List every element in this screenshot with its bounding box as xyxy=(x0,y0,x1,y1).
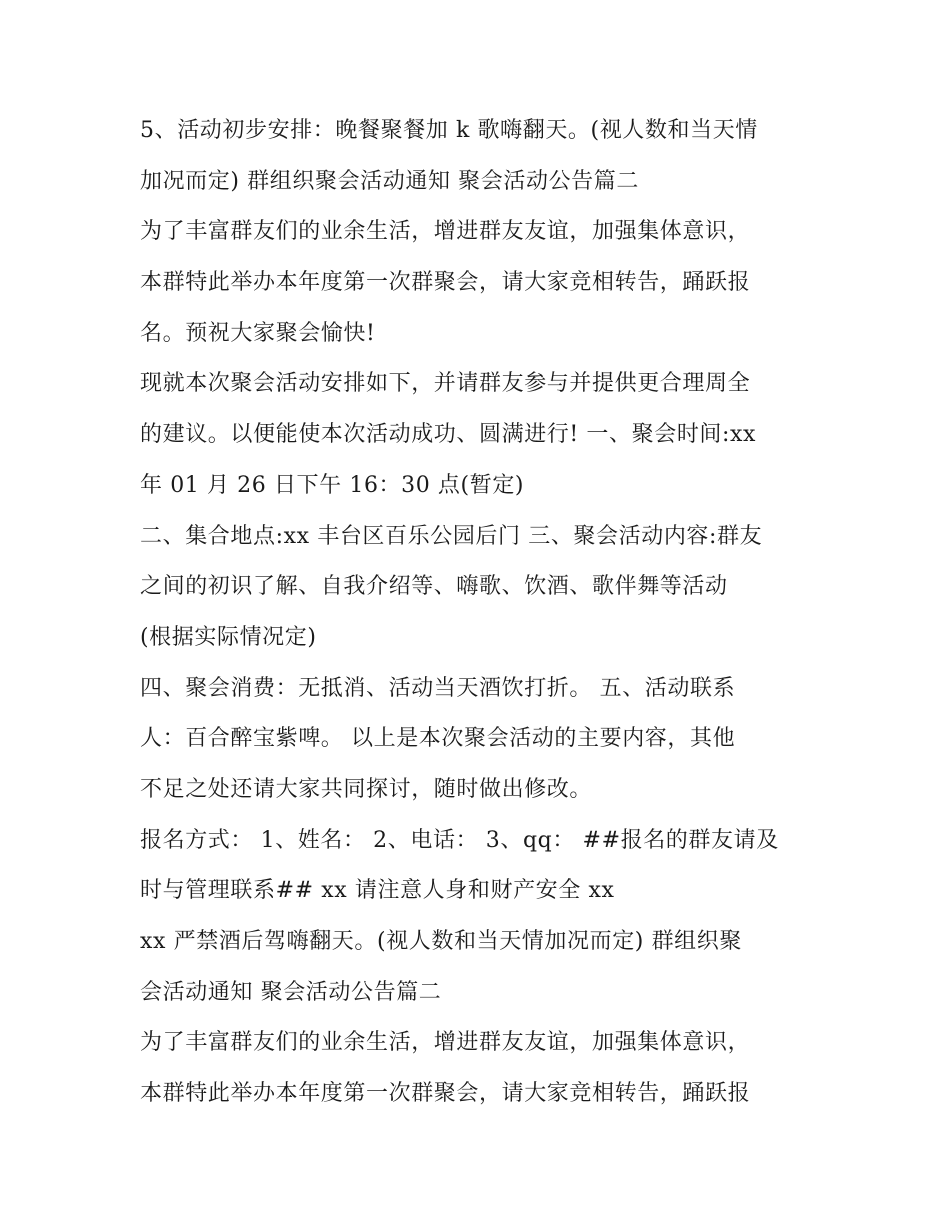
text-line: xx 严禁酒后驾嗨翻天。(视人数和当天情加况而定) 群组织聚 xyxy=(140,929,742,954)
text-line: (根据实际情况定) xyxy=(140,624,317,650)
body-text xyxy=(140,106,820,1120)
text-line: 不足之处还请大家共同探讨，随时做出修改。 xyxy=(140,776,593,802)
text-line: 之间的初识了解、自我介绍等、嗨歌、饮酒、歌伴舞等活动 xyxy=(140,574,728,600)
text-line: 年 01 月 26 日下午 16：30 点(暂定) xyxy=(140,472,525,498)
text-line: 二、集合地点:xx 丰台区百乐公园后门 三、聚会活动内容:群友 xyxy=(140,523,763,549)
text-line: 现就本次聚会活动安排如下，并请群友参与并提供更合理周全 xyxy=(140,371,751,397)
text-line: 四、聚会消费：无抵消、活动当天酒饮打折。 五、活动联系 xyxy=(140,675,736,701)
text-line: 本群特此举办本年度第一次群聚会，请大家竞相转告，踊跃报 xyxy=(140,1081,751,1107)
text-line: 人：百合醉宝紫啤。 以上是本次聚会活动的主要内容，其他 xyxy=(140,726,736,752)
text-line: 名。预祝大家聚会愉快! xyxy=(140,320,376,346)
text-line: 为了丰富群友们的业余生活，增进群友友谊，加强集体意识， xyxy=(140,219,751,245)
text-line: 本群特此举办本年度第一次群聚会，请大家竞相转告，踊跃报 xyxy=(140,270,751,296)
text-line: 会活动通知 聚会活动公告篇二 xyxy=(140,979,442,1005)
text-line: 加况而定) 群组织聚会活动通知 聚会活动公告篇二 xyxy=(140,168,639,194)
text-line: 时与管理联系## xx 请注意人身和财产安全 xx xyxy=(140,878,615,904)
text-line: 报名方式： 1、姓名： 2、电话： 3、qq： ##报名的群友请及 xyxy=(140,827,779,853)
text-line: 为了丰富群友们的业余生活，增进群友友谊，加强集体意识， xyxy=(140,1030,751,1056)
text-line: 5、活动初步安排：晚餐聚餐加 k 歌嗨翻天。(视人数和当天情 xyxy=(140,118,758,143)
text-line: 的建议。以便能使本次活动成功、圆满进行! 一、聚会时间:xx xyxy=(140,422,757,448)
